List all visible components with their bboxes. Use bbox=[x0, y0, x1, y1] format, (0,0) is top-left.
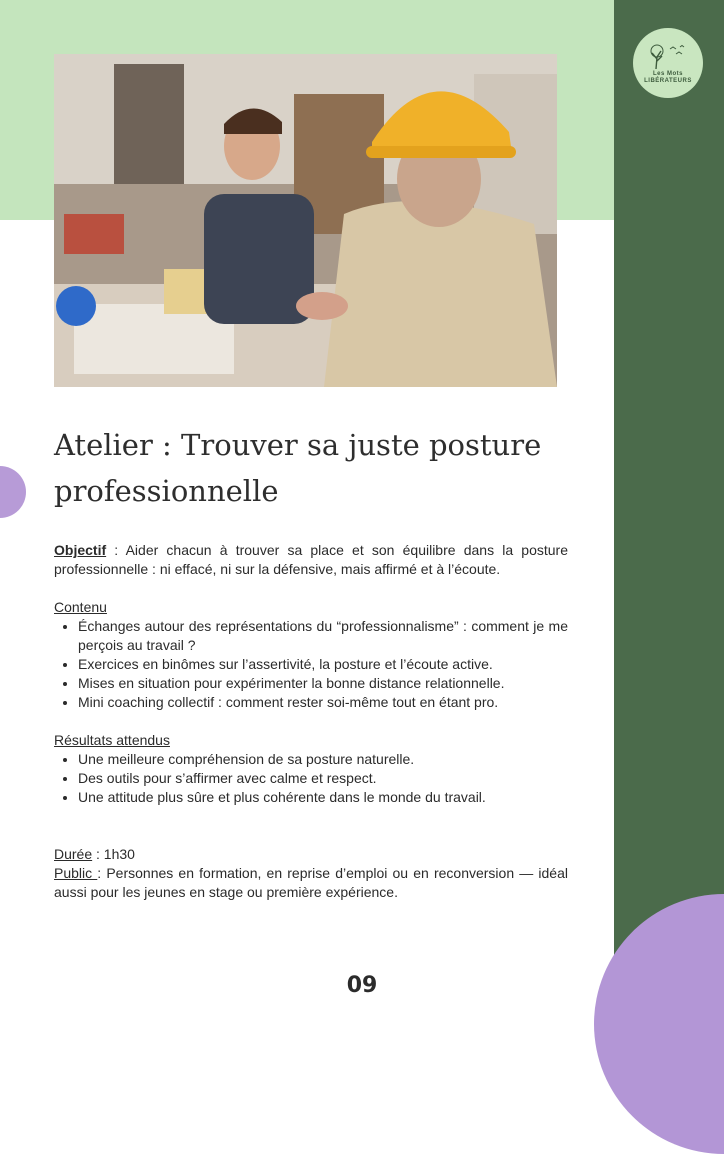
resultats-section bbox=[54, 731, 568, 807]
brand-logo bbox=[633, 28, 703, 98]
list-item: • Exercices en binômes sur l’assertivité, la posture et l’écoute active. bbox=[78, 655, 568, 674]
page-title: Atelier : Trouver sa juste posture professionnelle bbox=[54, 428, 542, 508]
contenu-section bbox=[54, 598, 568, 712]
list-item: • Des outils pour s’affirmer avec calme et respect. bbox=[78, 769, 568, 788]
decorative-circle-left bbox=[0, 466, 26, 518]
resultats-list bbox=[54, 750, 568, 807]
contenu-label: Contenu bbox=[54, 599, 107, 615]
duree-value: : 1h30 bbox=[92, 846, 135, 862]
list-item: • Mises en situation pour expérimenter la bonne distance relationnelle. bbox=[78, 674, 568, 693]
duree-label: Durée bbox=[54, 846, 93, 862]
list-item: • Échanges autour des représentations du “professionnalisme” : comment je me perçois au travail ? bbox=[78, 617, 568, 655]
list-item: • Mini coaching collectif : comment rester soi-même tout en étant pro. bbox=[78, 693, 568, 712]
tree-birds-icon bbox=[646, 41, 690, 71]
list-item: • Une attitude plus sûre et plus cohérente dans le monde du travail. bbox=[78, 788, 568, 807]
objectif-paragraph bbox=[54, 541, 568, 579]
public-label: Public bbox=[54, 865, 98, 881]
list-item: • Une meilleure compréhension de sa posture naturelle. bbox=[78, 750, 568, 769]
public-value: : Personnes en formation, en reprise d’emploi ou en reconversion — idéal aussi pour les jeunes en stage ou première expérience. bbox=[54, 865, 568, 900]
public-line bbox=[54, 864, 568, 902]
workshop-description bbox=[54, 541, 568, 902]
objectif-text: : Aider chacun à trouver sa place et son équilibre dans la posture professionnelle : ni effacé, ni sur la défensive, mais affirmé et à l’écoute. bbox=[54, 542, 568, 577]
side-green-band bbox=[614, 0, 724, 1024]
page-number: 09 bbox=[346, 973, 378, 998]
logo-text: Les Mots LIBÉRATEURS bbox=[644, 71, 692, 84]
contenu-list bbox=[54, 617, 568, 712]
resultats-label: Résultats attendus bbox=[54, 732, 170, 748]
workshop-handshake-photo bbox=[54, 54, 557, 387]
handshake-photo-icon bbox=[54, 54, 557, 387]
objectif-label: Objectif bbox=[54, 542, 107, 558]
duree-line bbox=[54, 845, 568, 864]
details-section bbox=[54, 845, 568, 902]
